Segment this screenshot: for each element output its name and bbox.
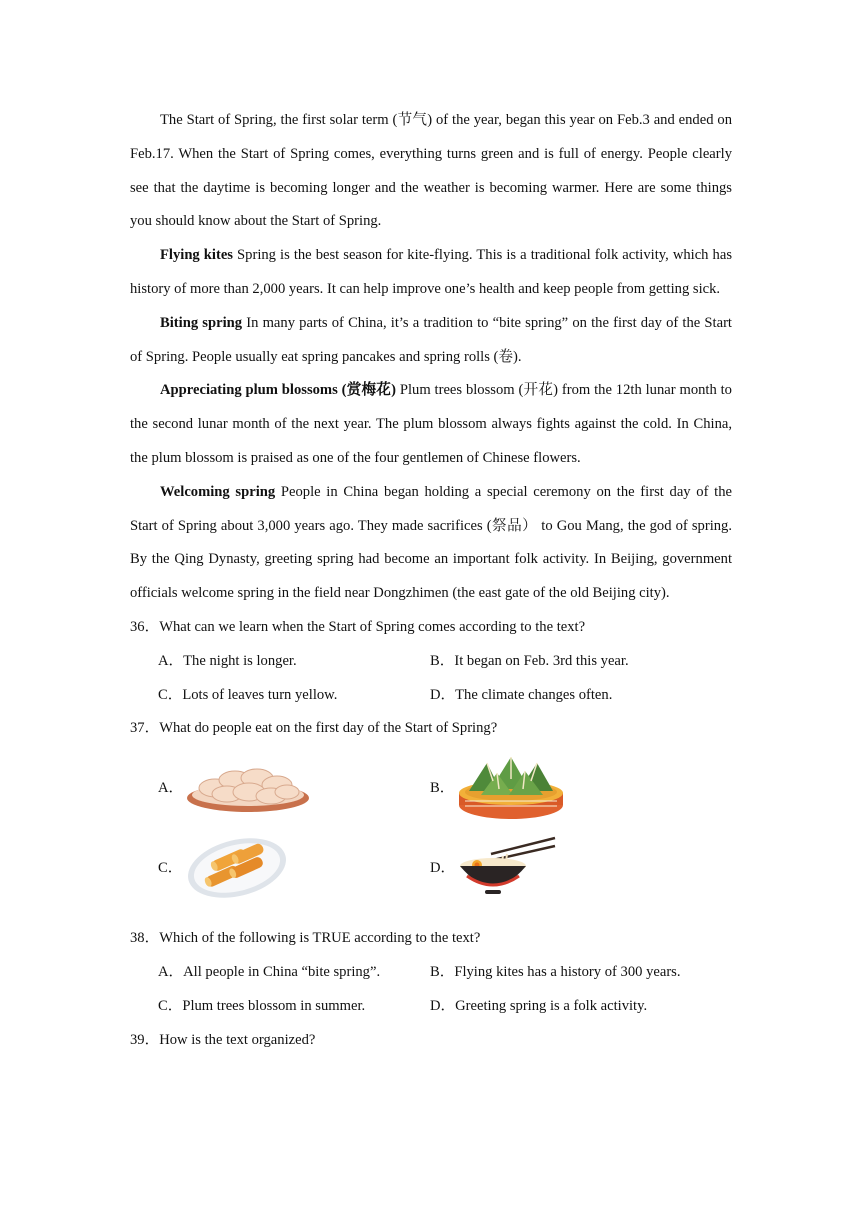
question-37: 37．What do people eat on the first day of the Start of Spring?: [130, 720, 498, 737]
dumplings-plate-icon: [185, 758, 311, 814]
question-39: 39．How is the text organized?: [130, 1031, 316, 1048]
option-d[interactable]: [430, 826, 730, 906]
section-heading: Flying kites: [160, 247, 233, 264]
option-a[interactable]: [158, 746, 430, 826]
section-heading: Welcoming spring: [160, 483, 276, 500]
section-text: People in China began holding a special ceremony on the first day of the Start of Spring about 3,000 years ago. They made sacrifices (祭品） to Gou Mang, the god of spring. By the Qing Dynasty, greeting spring had become an important folk activity. In Beijing, government officials welcome spring in the field near Dongzhimen (the east gate of the old Beijing city).: [130, 483, 732, 602]
section-text: In many parts of China, it’s a tradition to “bite spring” on the first day of the Start of Spring. People usually eat spring pancakes and spring rolls (卷).: [130, 314, 732, 365]
question-36: 36．What can we learn when the Start of Spring comes according to the text?: [130, 618, 586, 635]
option-c[interactable]: C．Lots of leaves turn yellow.: [158, 686, 338, 703]
section-welcoming-spring: [130, 476, 732, 611]
section-text: Plum trees blossom (开花) from the 12th lunar month to the second lunar month of the next year. The plum blossom always fights against the cold. In China, the plum blossom is praised as one of the four gentlemen of Chinese flowers.: [130, 382, 732, 466]
section-heading: Appreciating plum blossoms (赏梅花): [160, 382, 396, 399]
option-label: C．: [158, 859, 183, 876]
section-text: Spring is the best season for kite-flying. This is a traditional folk activity, which has history of more than 2,000 years. It can help improve one’s health and keep people from getting sick.: [130, 247, 732, 297]
option-d[interactable]: D．Greeting spring is a folk activity.: [430, 997, 648, 1014]
question-38: 38．Which of the following is TRUE according to the text?: [130, 930, 481, 947]
option-label: B．: [430, 779, 455, 796]
section-flying-kites: [130, 239, 732, 307]
section-plum-blossoms: [130, 374, 732, 475]
option-b[interactable]: B．Flying kites has a history of 300 years.: [430, 963, 681, 980]
option-label: A．: [158, 779, 184, 796]
option-d[interactable]: D．The climate changes often.: [430, 686, 613, 703]
question-36-options: [158, 645, 732, 713]
spring-rolls-plate-icon: [185, 834, 289, 898]
option-c[interactable]: [158, 826, 430, 906]
exam-page: [130, 104, 732, 1057]
option-a[interactable]: A．The night is longer.: [158, 652, 297, 669]
option-b[interactable]: [430, 746, 730, 826]
option-label: D．: [430, 859, 456, 876]
intro-paragraph: The Start of Spring, the first solar term (节气) of the year, began this year on Feb.3 and ended on Feb.17. When the Start of Spring comes, everything turns green and is full of energy. People clearly see that the daytime is becoming longer and the weather is becoming warmer. Here are some things you should know about the Start of Spring.: [130, 112, 732, 230]
question-38-options: [158, 956, 732, 1024]
noodle-bowl-icon: [457, 836, 557, 896]
section-biting-spring: [130, 307, 732, 375]
question-37-options: [158, 746, 732, 906]
option-b[interactable]: B．It began on Feb. 3rd this year.: [430, 652, 629, 669]
option-c[interactable]: C．Plum trees blossom in summer.: [158, 997, 366, 1014]
option-a[interactable]: A．All people in China “bite spring”.: [158, 963, 381, 980]
zongzi-basket-icon: [457, 751, 565, 821]
section-heading: Biting spring: [160, 314, 243, 331]
